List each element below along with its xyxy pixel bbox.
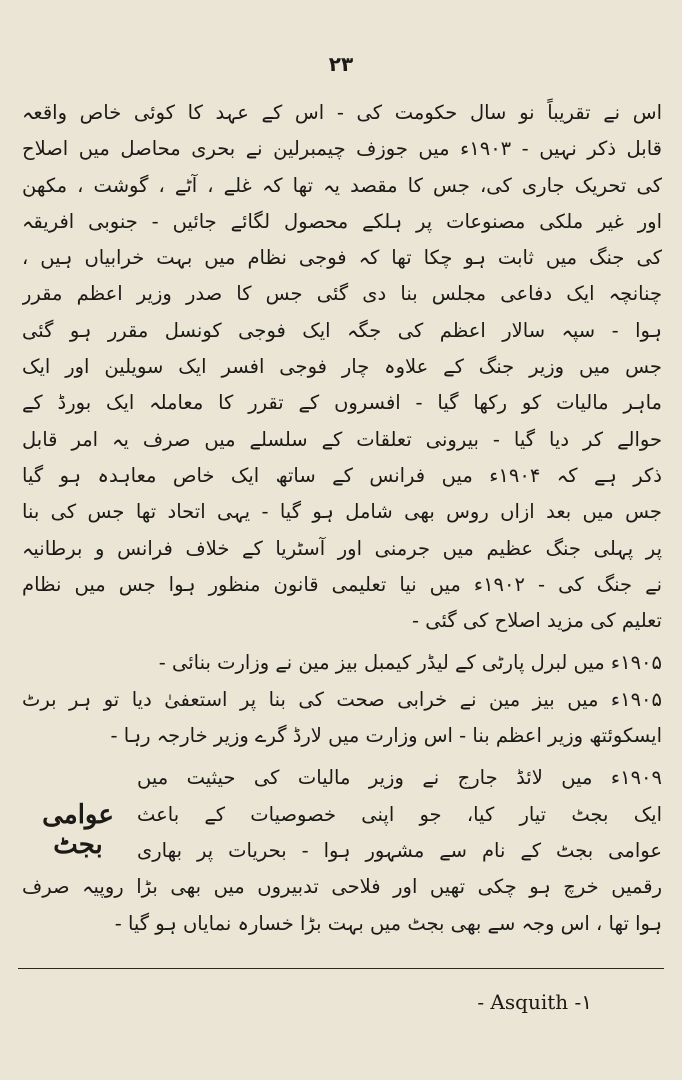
text-line: حوالے کر دیا گیا - بیرونی تعلقات کے سلسلے میں صرف یہ امر قابل [22,427,662,451]
paragraph-liberal-government [22,645,662,681]
text-line: ایسکوئتھ وزیر اعظم بنا - اس وزارت میں لارڈ گرے وزیر خارجہ رہا - [110,724,662,748]
text-line: کی جنگ میں ثابت ہو چکا تھا کہ فوجی نظام میں بہت خرابیاں ہیں ، [22,246,662,270]
footnote-divider [18,968,664,969]
text-line: ایک بجٹ تیار کیا، جو اپنی خصوصیات کے باعث [137,802,662,826]
text-line: عوامی بجٹ کے نام سے مشہور ہوا - بحریات پر بھاری [137,838,662,862]
text-line: ماہر مالیات کو رکھا گیا - افسروں کے تقرر کا معاملہ ایک بورڈ کے [22,391,662,415]
text-line: ذکر ہے کہ ۱۹۰۴ء میں فرانس کے ساتھ ایک خاص معاہدہ ہو گیا [22,463,662,487]
text-line: جس میں وزیر جنگ کے علاوہ چار فوجی افسر ایک سویلین اور ایک [22,355,662,379]
side-heading: عوامی بجٹ [42,800,114,860]
text-line: پر پہلی جنگ عظیم میں جرمنی اور آسٹریا کے خلاف فرانس و برطانیہ [22,536,662,560]
text-line: چنانچہ ایک دفاعی مجلس بنا دی گئی جس کا صدر وزیر اعظم مقرر [22,282,662,306]
text-line: رقمیں خرچ ہو چکی تھیں اور فلاحی تدبیروں میں بھی بڑا روپیہ صرف [22,875,662,899]
paragraph-asquith-ministry [22,682,662,755]
text-line: کی تحریک جاری کی، جس کا مقصد یہ تھا کہ غلے ، آٹے ، گوشت ، مکھن [22,173,662,197]
text-line: تعلیم کی مزید اصلاح کی گئی - [412,609,662,633]
page-number: ۲۳ [328,52,354,76]
text-line: نے جنگ کی - ۱۹۰۲ء میں نیا تعلیمی قانون منظور ہوا جس میں نظام [22,572,662,596]
text-line: ہوا تھا ، اس وجہ سے بھی بجٹ میں بہت بڑا خسارہ نمایاں ہو گیا - [114,911,662,935]
text-line: اس نے تقریباً نو سال حکومت کی - اس کے عہد کا کوئی خاص واقعہ [22,101,662,124]
text-line: ہوا - سپہ سالار اعظم کی جگہ ایک فوجی کونسل مقرر ہو گئی [22,318,662,342]
text-line: ۱۹۰۹ء میں لائڈ جارج نے وزیر مالیات کی حیثیت میں [137,766,662,790]
footnote: - Asquith -۱ [477,990,592,1014]
text-line: جس میں بعد ازاں روس بھی شامل ہو گیا - یہی اتحاد تھا جس کی بنا [22,500,662,524]
text-line: ۱۹۰۵ء میں بیز مین نے خرابی صحت کی بنا پر استعفیٰ دیا تو ہر برٹ [22,687,662,711]
text-line: قابل ذکر نہیں - ۱۹۰۳ء میں جوزف چیمبرلین نے بحری محاصل میں اصلاح [22,137,662,161]
text-line: ۱۹۰۵ء میں لبرل پارٹی کے لیڈر کیمبل بیز مین نے وزارت بنائی - [158,651,662,675]
paragraph-balfour-government [22,95,662,639]
text-line: اور غیر ملکی مصنوعات پر ہلکے محصول لگائے جائیں - جنوبی افریقہ [22,209,662,233]
